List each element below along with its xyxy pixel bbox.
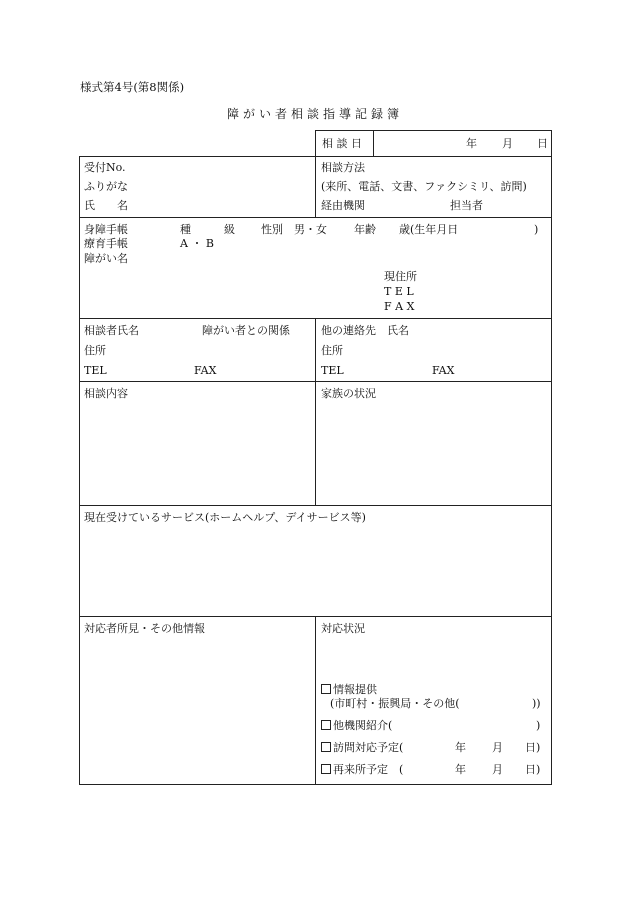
date-row-top-border bbox=[315, 130, 552, 131]
info-provision-checkbox[interactable] bbox=[321, 684, 331, 694]
ryoiku-grade-ab: A ・ B bbox=[180, 237, 215, 250]
current-services-label: 現在受けているサービス(ホームヘルプ、デイサービス等) bbox=[84, 511, 366, 524]
info-provision-close: )) bbox=[532, 697, 541, 710]
name-label: 氏 名 bbox=[84, 199, 128, 212]
revisit-item bbox=[321, 763, 403, 777]
info-provision-label: 情報提供 bbox=[333, 683, 377, 696]
ryoiku-handbook-label: 療育手帳 bbox=[84, 237, 128, 250]
consultant-tel-label: TEL bbox=[84, 364, 107, 377]
type-label: 種 bbox=[180, 223, 191, 236]
age-label: 年齢 bbox=[354, 223, 376, 236]
visit-label: 訪問対応予定( bbox=[333, 741, 404, 754]
referral-close: ) bbox=[536, 719, 541, 732]
revisit-day: 日) bbox=[525, 763, 541, 776]
date-row-divider bbox=[373, 130, 374, 156]
disability-name-label: 障がい名 bbox=[84, 252, 128, 265]
other-contact-fax-label: FAX bbox=[432, 364, 455, 377]
revisit-year: 年 bbox=[455, 763, 466, 776]
tel-label: T E L bbox=[384, 285, 414, 298]
form-title: 障がい者相談指導記録簿 bbox=[226, 107, 403, 121]
sex-label: 性別 男・女 bbox=[261, 223, 327, 236]
consultation-method-label: 相談方法 bbox=[321, 161, 365, 174]
table-left-border bbox=[79, 156, 80, 785]
form-id: 様式第4号(第8関係) bbox=[80, 80, 185, 94]
visit-day: 日) bbox=[525, 741, 541, 754]
grade-label: 級 bbox=[224, 223, 235, 236]
row-divider-4 bbox=[79, 505, 552, 506]
response-status-label: 対応状況 bbox=[321, 622, 365, 635]
info-provision-detail: (市町村・振興局・その他( bbox=[330, 697, 460, 710]
visit-checkbox[interactable] bbox=[321, 742, 331, 752]
info-provision-item bbox=[321, 683, 377, 697]
col-divider-1 bbox=[315, 156, 316, 218]
staff-label: 担当者 bbox=[450, 199, 483, 212]
consultant-name-label: 相談者氏名 bbox=[84, 324, 139, 337]
date-row-left-border bbox=[315, 130, 316, 156]
col-divider-3 bbox=[315, 616, 316, 784]
reception-number-label: 受付No. bbox=[84, 161, 126, 174]
date-year: 年 bbox=[466, 137, 477, 150]
revisit-month: 月 bbox=[492, 763, 503, 776]
table-bottom-border bbox=[79, 784, 552, 785]
date-month: 月 bbox=[502, 137, 513, 150]
responder-opinion-label: 対応者所見・その他情報 bbox=[84, 622, 205, 635]
relation-label: 障がい者との関係 bbox=[202, 324, 290, 337]
physical-disability-handbook-label: 身障手帳 bbox=[84, 223, 128, 236]
referral-checkbox[interactable] bbox=[321, 720, 331, 730]
visit-year: 年 bbox=[455, 741, 466, 754]
birthdate-label: 歳(生年月日 bbox=[399, 223, 459, 236]
birthdate-close: ) bbox=[534, 223, 539, 236]
visit-item bbox=[321, 741, 403, 755]
other-contact-label: 他の連絡先 氏名 bbox=[321, 324, 409, 337]
consultation-method-options: (来所、電話、文書、ファクシミリ、訪問) bbox=[321, 180, 527, 193]
referral-item bbox=[321, 719, 392, 733]
date-day: 日 bbox=[537, 137, 548, 150]
visit-month: 月 bbox=[492, 741, 503, 754]
other-contact-address-label: 住所 bbox=[321, 344, 343, 357]
via-agency-label: 経由機関 bbox=[321, 199, 365, 212]
revisit-label: 再来所予定 ( bbox=[333, 763, 404, 776]
revisit-checkbox[interactable] bbox=[321, 764, 331, 774]
table-right-border bbox=[551, 130, 552, 785]
consultant-address-label: 住所 bbox=[84, 344, 106, 357]
consultation-content-label: 相談内容 bbox=[84, 387, 128, 400]
fax-label: F A X bbox=[384, 300, 415, 313]
furigana-label: ふりがな bbox=[84, 180, 128, 193]
consultation-date-label: 相 談 日 bbox=[322, 137, 362, 150]
col-divider-2 bbox=[315, 318, 316, 505]
other-contact-tel-label: TEL bbox=[321, 364, 344, 377]
consultant-fax-label: FAX bbox=[194, 364, 217, 377]
current-address-label: 現住所 bbox=[384, 270, 417, 283]
family-status-label: 家族の状況 bbox=[321, 387, 376, 400]
referral-label: 他機関紹介( bbox=[333, 719, 393, 732]
